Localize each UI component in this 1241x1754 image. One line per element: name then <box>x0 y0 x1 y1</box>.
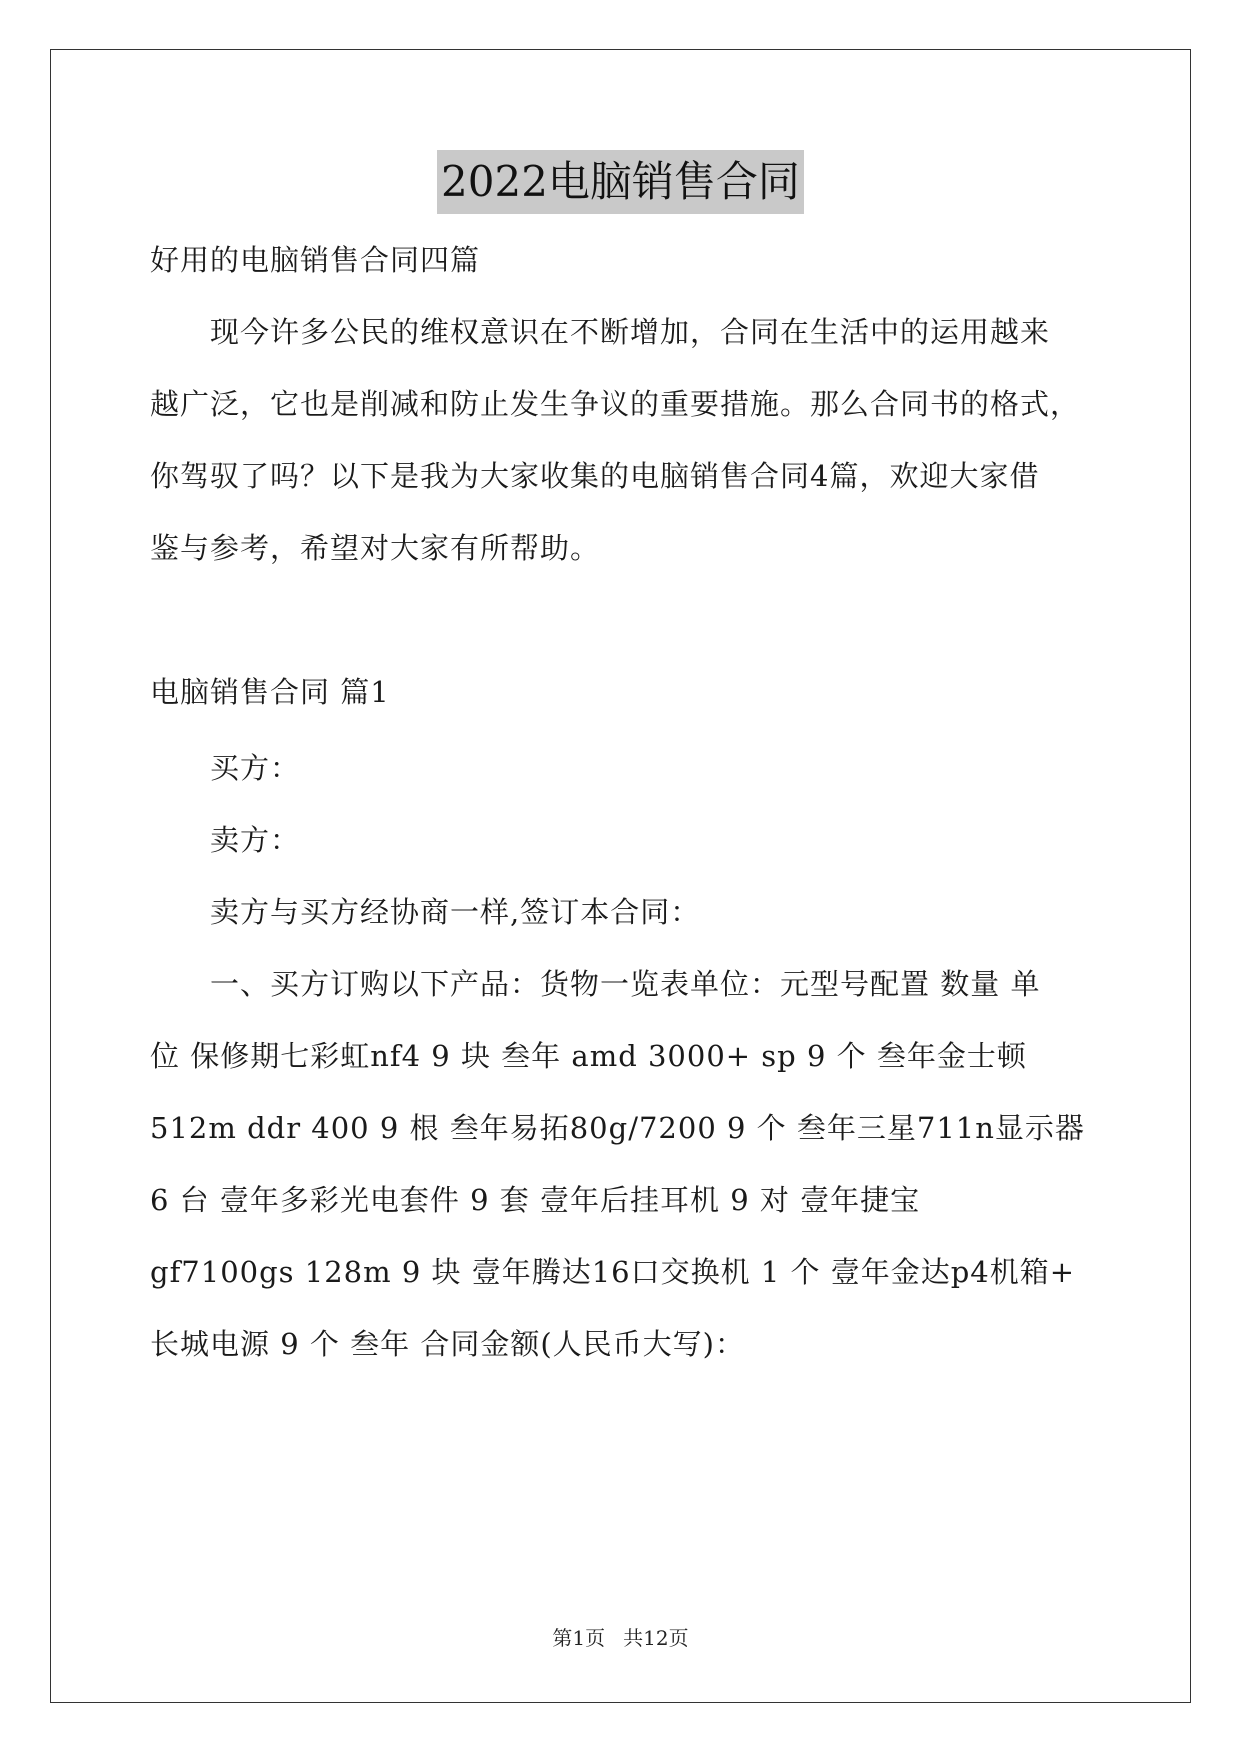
paragraph-line: 512m ddr 400 9 根 叁年易拓80g/7200 9 个 叁年三星711n显示器 <box>150 1111 1085 1145</box>
paragraph-line: 你驾驭了吗？以下是我为大家收集的电脑销售合同4篇，欢迎大家借 <box>150 459 1040 493</box>
paragraph-line: 越广泛，它也是削减和防止发生争议的重要措施。那么合同书的格式， <box>150 387 1081 421</box>
page-number: 第1页 <box>552 1626 606 1650</box>
paragraph-line: 鉴与参考，希望对大家有所帮助。 <box>150 531 601 565</box>
buyer-line: 买方： <box>150 751 301 785</box>
seller-line: 卖方： <box>150 823 301 857</box>
page-border <box>50 49 1191 1703</box>
paragraph-line: gf7100gs 128m 9 块 壹年腾达16口交换机 1 个 壹年金达p4机箱+ <box>150 1255 1076 1289</box>
paragraph-line: 卖方与买方经协商一样,签订本合同： <box>150 895 701 929</box>
document-title: 2022电脑销售合同 <box>437 150 804 214</box>
paragraph-line: 一、买方订购以下产品：货物一览表单位：元型号配置 数量 单 <box>150 967 1041 1001</box>
paragraph-line: 位 保修期七彩虹nf4 9 块 叁年 amd 3000+ sp 9 个 叁年金士顿 <box>150 1039 1027 1073</box>
paragraph-line: 现今许多公民的维权意识在不断增加，合同在生活中的运用越来 <box>150 315 1051 349</box>
paragraph-line: 6 台 壹年多彩光电套件 9 套 壹年后挂耳机 9 对 壹年捷宝 <box>150 1183 921 1217</box>
title-container <box>0 150 1241 214</box>
section-heading: 电脑销售合同 篇1 <box>150 675 390 709</box>
subtitle-line: 好用的电脑销售合同四篇 <box>150 243 481 277</box>
page-footer <box>0 1625 1241 1651</box>
paragraph-line: 长城电源 9 个 叁年 合同金额(人民币大写)： <box>150 1327 745 1361</box>
page-total: 共12页 <box>623 1626 689 1650</box>
